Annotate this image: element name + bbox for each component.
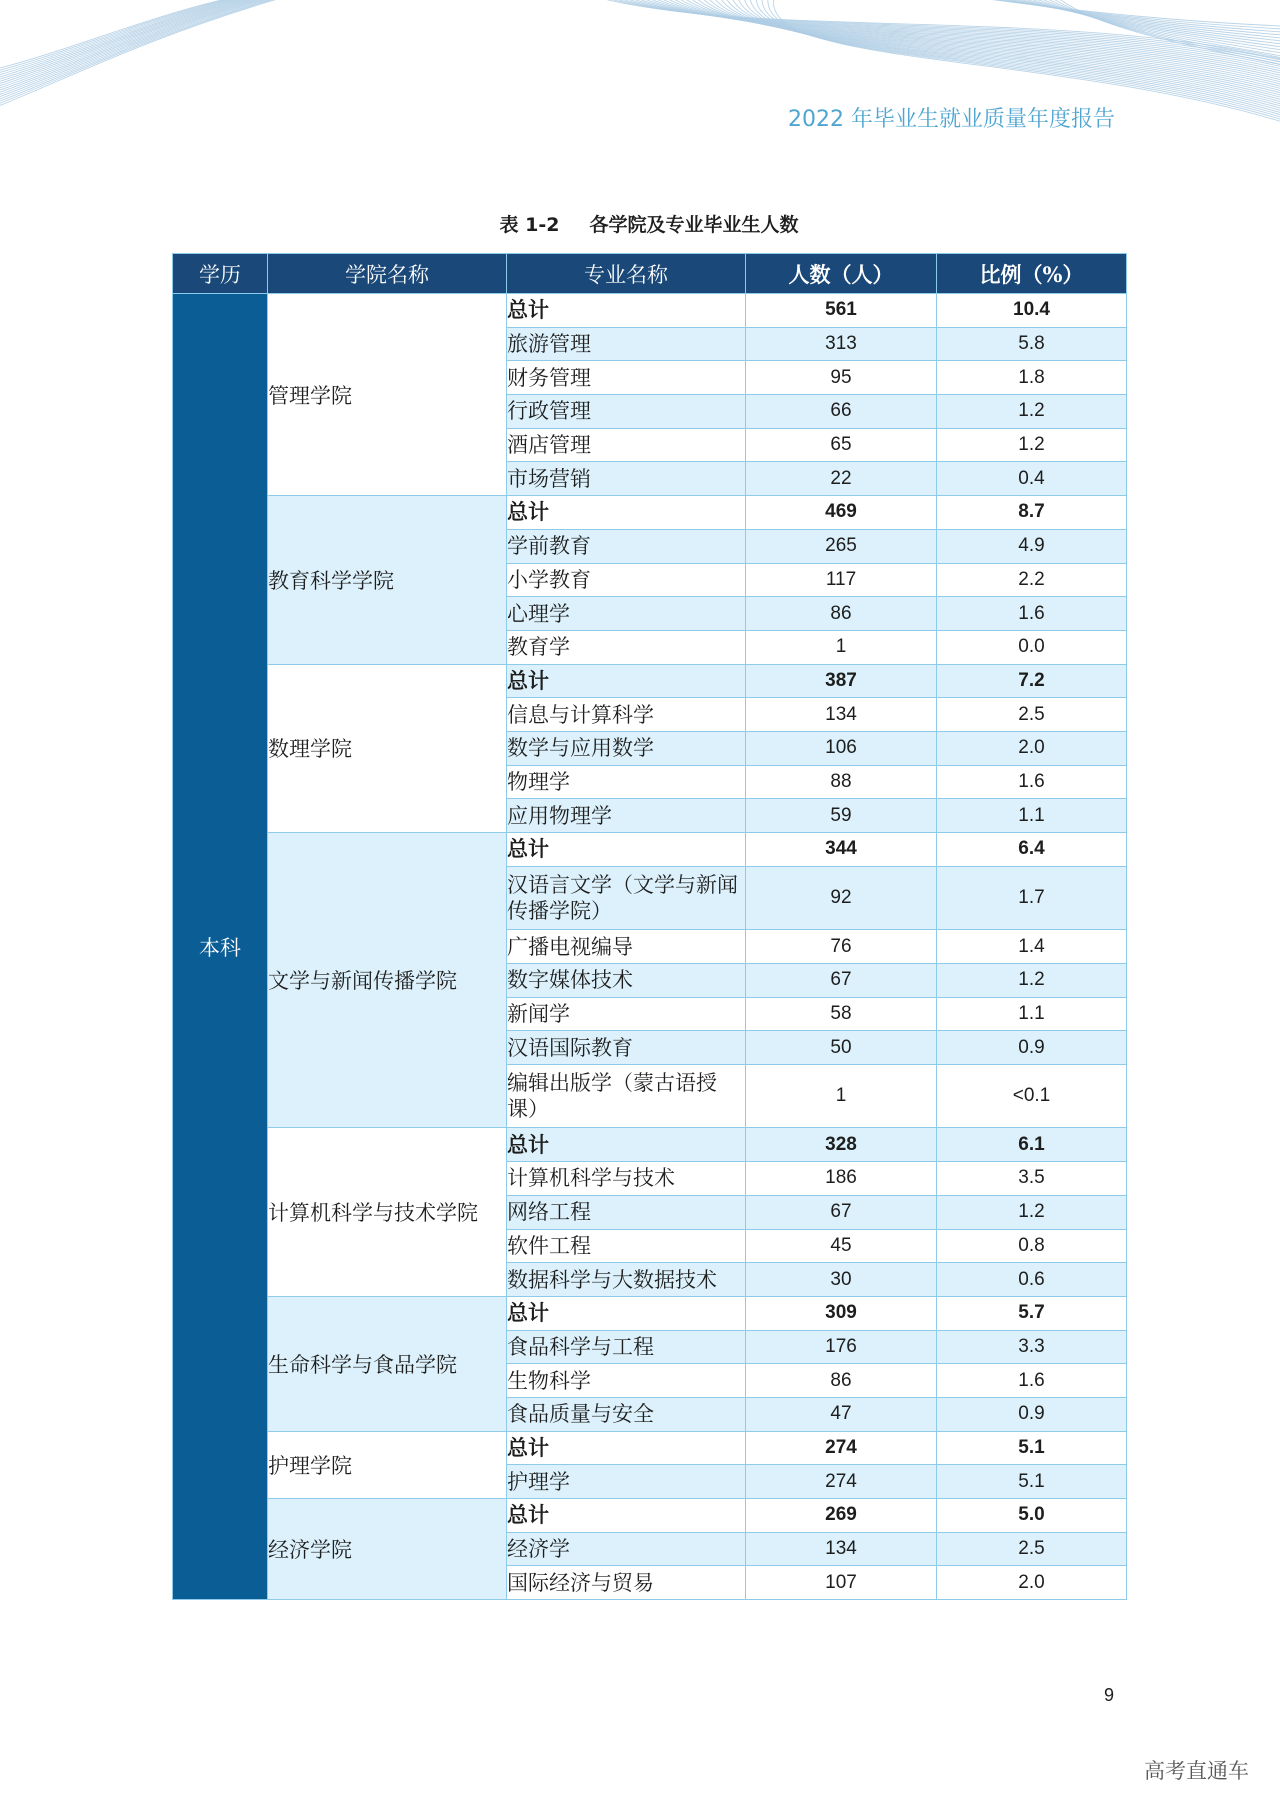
graduate-percent-cell: 0.6 <box>937 1263 1127 1297</box>
table-header-row <box>173 254 1127 294</box>
table-body <box>173 294 1127 1600</box>
graduate-count-cell: 106 <box>746 731 937 765</box>
major-name-cell: 学前教育 <box>507 529 746 563</box>
major-name-cell: 网络工程 <box>507 1195 746 1229</box>
graduate-percent-cell: 1.1 <box>937 997 1127 1031</box>
major-name-cell: 信息与计算科学 <box>507 698 746 732</box>
graduate-count-cell: 67 <box>746 1195 937 1229</box>
major-name-cell: 心理学 <box>507 597 746 631</box>
graduate-count-cell: 117 <box>746 563 937 597</box>
college-name-cell: 经济学院 <box>268 1499 507 1600</box>
graduate-count-cell: 274 <box>746 1431 937 1465</box>
wave-line <box>0 0 281 105</box>
college-total-row <box>173 1499 1127 1533</box>
wave-line <box>750 0 1280 113</box>
column-header-degree: 学历 <box>173 254 268 294</box>
major-name-cell: 数字媒体技术 <box>507 963 746 997</box>
graduate-count-cell: 92 <box>746 866 937 930</box>
major-name-cell: 数学与应用数学 <box>507 731 746 765</box>
major-name-cell: 总计 <box>507 1431 746 1465</box>
major-name-cell: 总计 <box>507 1128 746 1162</box>
column-header-count: 人数（人） <box>746 254 937 294</box>
major-name-cell: 计算机科学与技术 <box>507 1162 746 1196</box>
graduate-count-cell: 76 <box>746 930 937 964</box>
graduate-count-cell: 65 <box>746 428 937 462</box>
college-total-row <box>173 1128 1127 1162</box>
graduate-count-cell: 58 <box>746 997 937 1031</box>
graduate-count-cell: 269 <box>746 1499 937 1533</box>
report-title: 2022 年毕业生就业质量年度报告 <box>788 107 1115 132</box>
major-name-cell: 食品质量与安全 <box>507 1397 746 1431</box>
wave-line <box>612 0 1280 62</box>
graduate-percent-cell: 2.2 <box>937 563 1127 597</box>
graduate-percent-cell: <0.1 <box>937 1064 1127 1128</box>
graduate-percent-cell: 2.5 <box>937 698 1127 732</box>
major-name-cell: 数据科学与大数据技术 <box>507 1263 746 1297</box>
graduate-percent-cell: 2.0 <box>937 731 1127 765</box>
graduate-percent-cell: 1.8 <box>937 361 1127 395</box>
graduate-count-cell: 134 <box>746 1532 937 1566</box>
college-total-row <box>173 833 1127 867</box>
major-name-cell: 广播电视编导 <box>507 930 746 964</box>
wave-line <box>762 0 1280 117</box>
graduate-percent-cell: 5.8 <box>937 327 1127 361</box>
major-name-cell: 总计 <box>507 1296 746 1330</box>
graduate-percent-cell: 0.9 <box>937 1397 1127 1431</box>
graduate-percent-cell: 0.4 <box>937 462 1127 496</box>
graduate-percent-cell: 0.9 <box>937 1031 1127 1065</box>
graduate-count-cell: 47 <box>746 1397 937 1431</box>
college-name-cell: 文学与新闻传播学院 <box>268 833 507 1128</box>
graduate-count-cell: 22 <box>746 462 937 496</box>
graduate-count-cell: 50 <box>746 1031 937 1065</box>
graduate-percent-cell: 8.7 <box>937 496 1127 530</box>
major-name-cell: 经济学 <box>507 1532 746 1566</box>
college-name-cell: 护理学院 <box>268 1431 507 1498</box>
college-total-row <box>173 496 1127 530</box>
table-caption-title: 各学院及专业毕业生人数 <box>589 214 799 236</box>
graduate-count-cell: 1 <box>746 630 937 664</box>
graduate-percent-cell: 1.6 <box>937 765 1127 799</box>
graduate-count-cell: 469 <box>746 496 937 530</box>
table-caption <box>172 212 1126 238</box>
major-name-cell: 总计 <box>507 833 746 867</box>
graduate-percent-cell: 5.7 <box>937 1296 1127 1330</box>
major-name-cell: 财务管理 <box>507 361 746 395</box>
graduate-percent-cell: 1.2 <box>937 963 1127 997</box>
college-total-row <box>173 1431 1127 1465</box>
graduate-count-cell: 186 <box>746 1162 937 1196</box>
graduate-count-cell: 134 <box>746 698 937 732</box>
graduate-count-cell: 1 <box>746 1064 937 1128</box>
major-name-cell: 总计 <box>507 1499 746 1533</box>
graduate-percent-cell: 3.3 <box>937 1330 1127 1364</box>
major-name-cell: 软件工程 <box>507 1229 746 1263</box>
graduate-count-cell: 45 <box>746 1229 937 1263</box>
major-name-cell: 市场营销 <box>507 462 746 496</box>
graduate-percent-cell: 6.4 <box>937 833 1127 867</box>
graduate-count-cell: 328 <box>746 1128 937 1162</box>
graduate-count-cell: 344 <box>746 833 937 867</box>
college-total-row <box>173 664 1127 698</box>
major-name-cell: 小学教育 <box>507 563 746 597</box>
major-name-cell: 旅游管理 <box>507 327 746 361</box>
major-name-cell: 新闻学 <box>507 997 746 1031</box>
graduate-count-cell: 274 <box>746 1465 937 1499</box>
graduate-percent-cell: 4.9 <box>937 529 1127 563</box>
graduate-percent-cell: 1.2 <box>937 1195 1127 1229</box>
graduate-percent-cell: 5.0 <box>937 1499 1127 1533</box>
column-header-percent: 比例（%） <box>937 254 1127 294</box>
college-name-cell: 数理学院 <box>268 664 507 832</box>
graduates-by-college-table <box>172 253 1127 1600</box>
major-name-cell: 国际经济与贸易 <box>507 1566 746 1600</box>
major-name-cell: 汉语言文学（文学与新闻传播学院） <box>507 866 746 930</box>
major-name-cell: 汉语国际教育 <box>507 1031 746 1065</box>
graduate-count-cell: 561 <box>746 294 937 328</box>
major-name-cell: 总计 <box>507 664 746 698</box>
major-name-cell: 酒店管理 <box>507 428 746 462</box>
college-total-row <box>173 1296 1127 1330</box>
graduate-percent-cell: 10.4 <box>937 294 1127 328</box>
graduate-percent-cell: 3.5 <box>937 1162 1127 1196</box>
major-name-cell: 总计 <box>507 496 746 530</box>
graduate-percent-cell: 1.2 <box>937 395 1127 429</box>
graduate-count-cell: 86 <box>746 597 937 631</box>
column-header-college: 学院名称 <box>268 254 507 294</box>
graduate-count-cell: 107 <box>746 1566 937 1600</box>
graduate-percent-cell: 1.7 <box>937 866 1127 930</box>
graduate-percent-cell: 1.1 <box>937 799 1127 833</box>
college-name-cell: 管理学院 <box>268 294 507 496</box>
major-name-cell: 行政管理 <box>507 395 746 429</box>
major-name-cell: 食品科学与工程 <box>507 1330 746 1364</box>
graduate-count-cell: 95 <box>746 361 937 395</box>
graduate-percent-cell: 1.4 <box>937 930 1127 964</box>
graduates-table-wrapper <box>172 253 1126 1600</box>
graduate-percent-cell: 5.1 <box>937 1465 1127 1499</box>
major-name-cell: 编辑出版学（蒙古语授课） <box>507 1064 746 1128</box>
graduate-percent-cell: 2.5 <box>937 1532 1127 1566</box>
graduate-percent-cell: 2.0 <box>937 1566 1127 1600</box>
major-name-cell: 应用物理学 <box>507 799 746 833</box>
graduate-count-cell: 59 <box>746 799 937 833</box>
graduate-percent-cell: 6.1 <box>937 1128 1127 1162</box>
graduate-count-cell: 67 <box>746 963 937 997</box>
watermark-text: 高考直通车 <box>1144 1759 1249 1783</box>
page-number: 9 <box>1104 1685 1115 1705</box>
graduate-count-cell: 176 <box>746 1330 937 1364</box>
column-header-major: 专业名称 <box>507 254 746 294</box>
graduate-count-cell: 387 <box>746 664 937 698</box>
graduate-count-cell: 86 <box>746 1364 937 1398</box>
college-name-cell: 教育科学学院 <box>268 496 507 664</box>
graduate-percent-cell: 7.2 <box>937 664 1127 698</box>
table-caption-label: 表 1-2 <box>499 214 560 236</box>
graduate-count-cell: 309 <box>746 1296 937 1330</box>
major-name-cell: 物理学 <box>507 765 746 799</box>
graduate-percent-cell: 1.2 <box>937 428 1127 462</box>
graduate-percent-cell: 1.6 <box>937 1364 1127 1398</box>
graduate-percent-cell: 1.6 <box>937 597 1127 631</box>
major-name-cell: 生物科学 <box>507 1364 746 1398</box>
graduate-count-cell: 30 <box>746 1263 937 1297</box>
major-name-cell: 总计 <box>507 294 746 328</box>
wave-line <box>0 0 272 99</box>
table-head <box>173 254 1127 294</box>
graduate-count-cell: 66 <box>746 395 937 429</box>
graduate-percent-cell: 5.1 <box>937 1431 1127 1465</box>
college-total-row <box>173 294 1127 328</box>
graduate-count-cell: 265 <box>746 529 937 563</box>
graduate-percent-cell: 0.8 <box>937 1229 1127 1263</box>
major-name-cell: 教育学 <box>507 630 746 664</box>
graduate-count-cell: 88 <box>746 765 937 799</box>
graduate-count-cell: 313 <box>746 327 937 361</box>
college-name-cell: 计算机科学与技术学院 <box>268 1128 507 1296</box>
major-name-cell: 护理学 <box>507 1465 746 1499</box>
degree-level-cell: 本科 <box>173 294 268 1600</box>
college-name-cell: 生命科学与食品学院 <box>268 1296 507 1431</box>
graduate-percent-cell: 0.0 <box>937 630 1127 664</box>
